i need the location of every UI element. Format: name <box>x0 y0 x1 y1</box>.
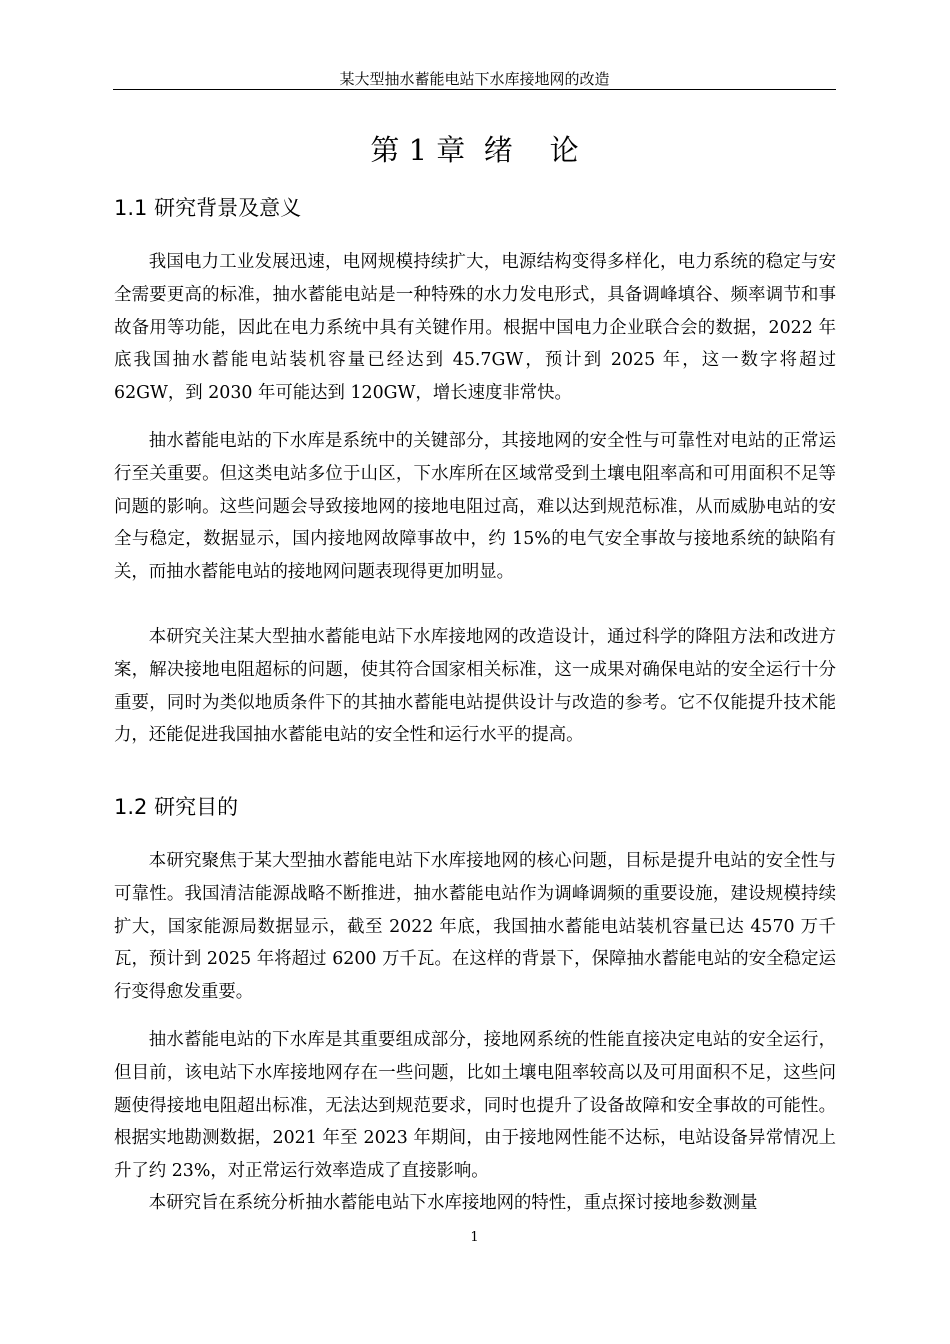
chapter-title: 第 1 章 绪 论 <box>370 133 579 167</box>
paragraph: 本研究聚焦于某大型抽水蓄能电站下水库接地网的核心问题，目标是提升电站的安全性与可靠性。我国清洁能源战略不断推进，抽水蓄能电站作为调峰调频的重要设施，建设规模持续扩大，国家能源局数据显示，截至 2022 年底，我国抽水蓄能电站装机容量已达 4570 万千瓦，预计到 2025 年将超过 6200 万千瓦。在这样的背景下，保障抽水蓄能电站的安全稳定运行变得愈发重要。 <box>114 851 836 1003</box>
section-heading-1-1: 1.1 研究背景及意义 <box>114 196 302 220</box>
running-header: 某大型抽水蓄能电站下水库接地网的改造 <box>339 70 610 88</box>
paragraph: 我国电力工业发展迅速，电网规模持续扩大，电源结构变得多样化，电力系统的稳定与安全需要更高的标准，抽水蓄能电站是一种特殊的水力发电形式，具备调峰填谷、频率调节和事故备用等功能，因此在电力系统中具有关键作用。根据中国电力企业联合会的数据，2022 年底我国抽水蓄能电站装机容量已经达到 45.7GW，预计到 2025 年，这一数字将超过 62GW，到 2030 年可能达到 120GW，增长速度非常快。 <box>114 252 836 404</box>
paragraph: 抽水蓄能电站的下水库是其重要组成部分，接地网系统的性能直接决定电站的安全运行，但目前，该电站下水库接地网存在一些问题，比如土壤电阻率较高以及可用面积不足，这些问题使得接地电阻超出标准，无法达到规范要求，同时也提升了设备故障和安全事故的可能性。根据实地勘测数据，2021 年至 2023 年期间，由于接地网性能不达标，电站设备异常情况上升了约 23%，对正常运行效率造成了直接影响。 <box>114 1030 836 1182</box>
paragraph: 抽水蓄能电站的下水库是系统中的关键部分，其接地网的安全性与可靠性对电站的正常运行至关重要。但这类电站多位于山区，下水库所在区域常受到土壤电阻率高和可用面积不足等问题的影响。这些问题会导致接地网的接地电阻过高，难以达到规范标准，从而威胁电站的安全与稳定，数据显示，国内接地网故障事故中，约 15%的电气安全事故与接地系统的缺陷有关，而抽水蓄能电站的接地网问题表现得更加明显。 <box>114 431 836 583</box>
paragraph: 本研究关注某大型抽水蓄能电站下水库接地网的改造设计，通过科学的降阻方法和改进方案，解决接地电阻超标的问题，使其符合国家相关标准，这一成果对确保电站的安全运行十分重要，同时为类似地质条件下的其抽水蓄能电站提供设计与改造的参考。它不仅能提升技术能力，还能促进我国抽水蓄能电站的安全性和运行水平的提高。 <box>114 627 836 746</box>
section-heading-1-2: 1.2 研究目的 <box>114 795 239 819</box>
paragraph: 本研究旨在系统分析抽水蓄能电站下水库接地网的特性，重点探讨接地参数测量 <box>148 1193 758 1213</box>
page-number: 1 <box>470 1230 479 1245</box>
header-rule <box>113 89 836 90</box>
